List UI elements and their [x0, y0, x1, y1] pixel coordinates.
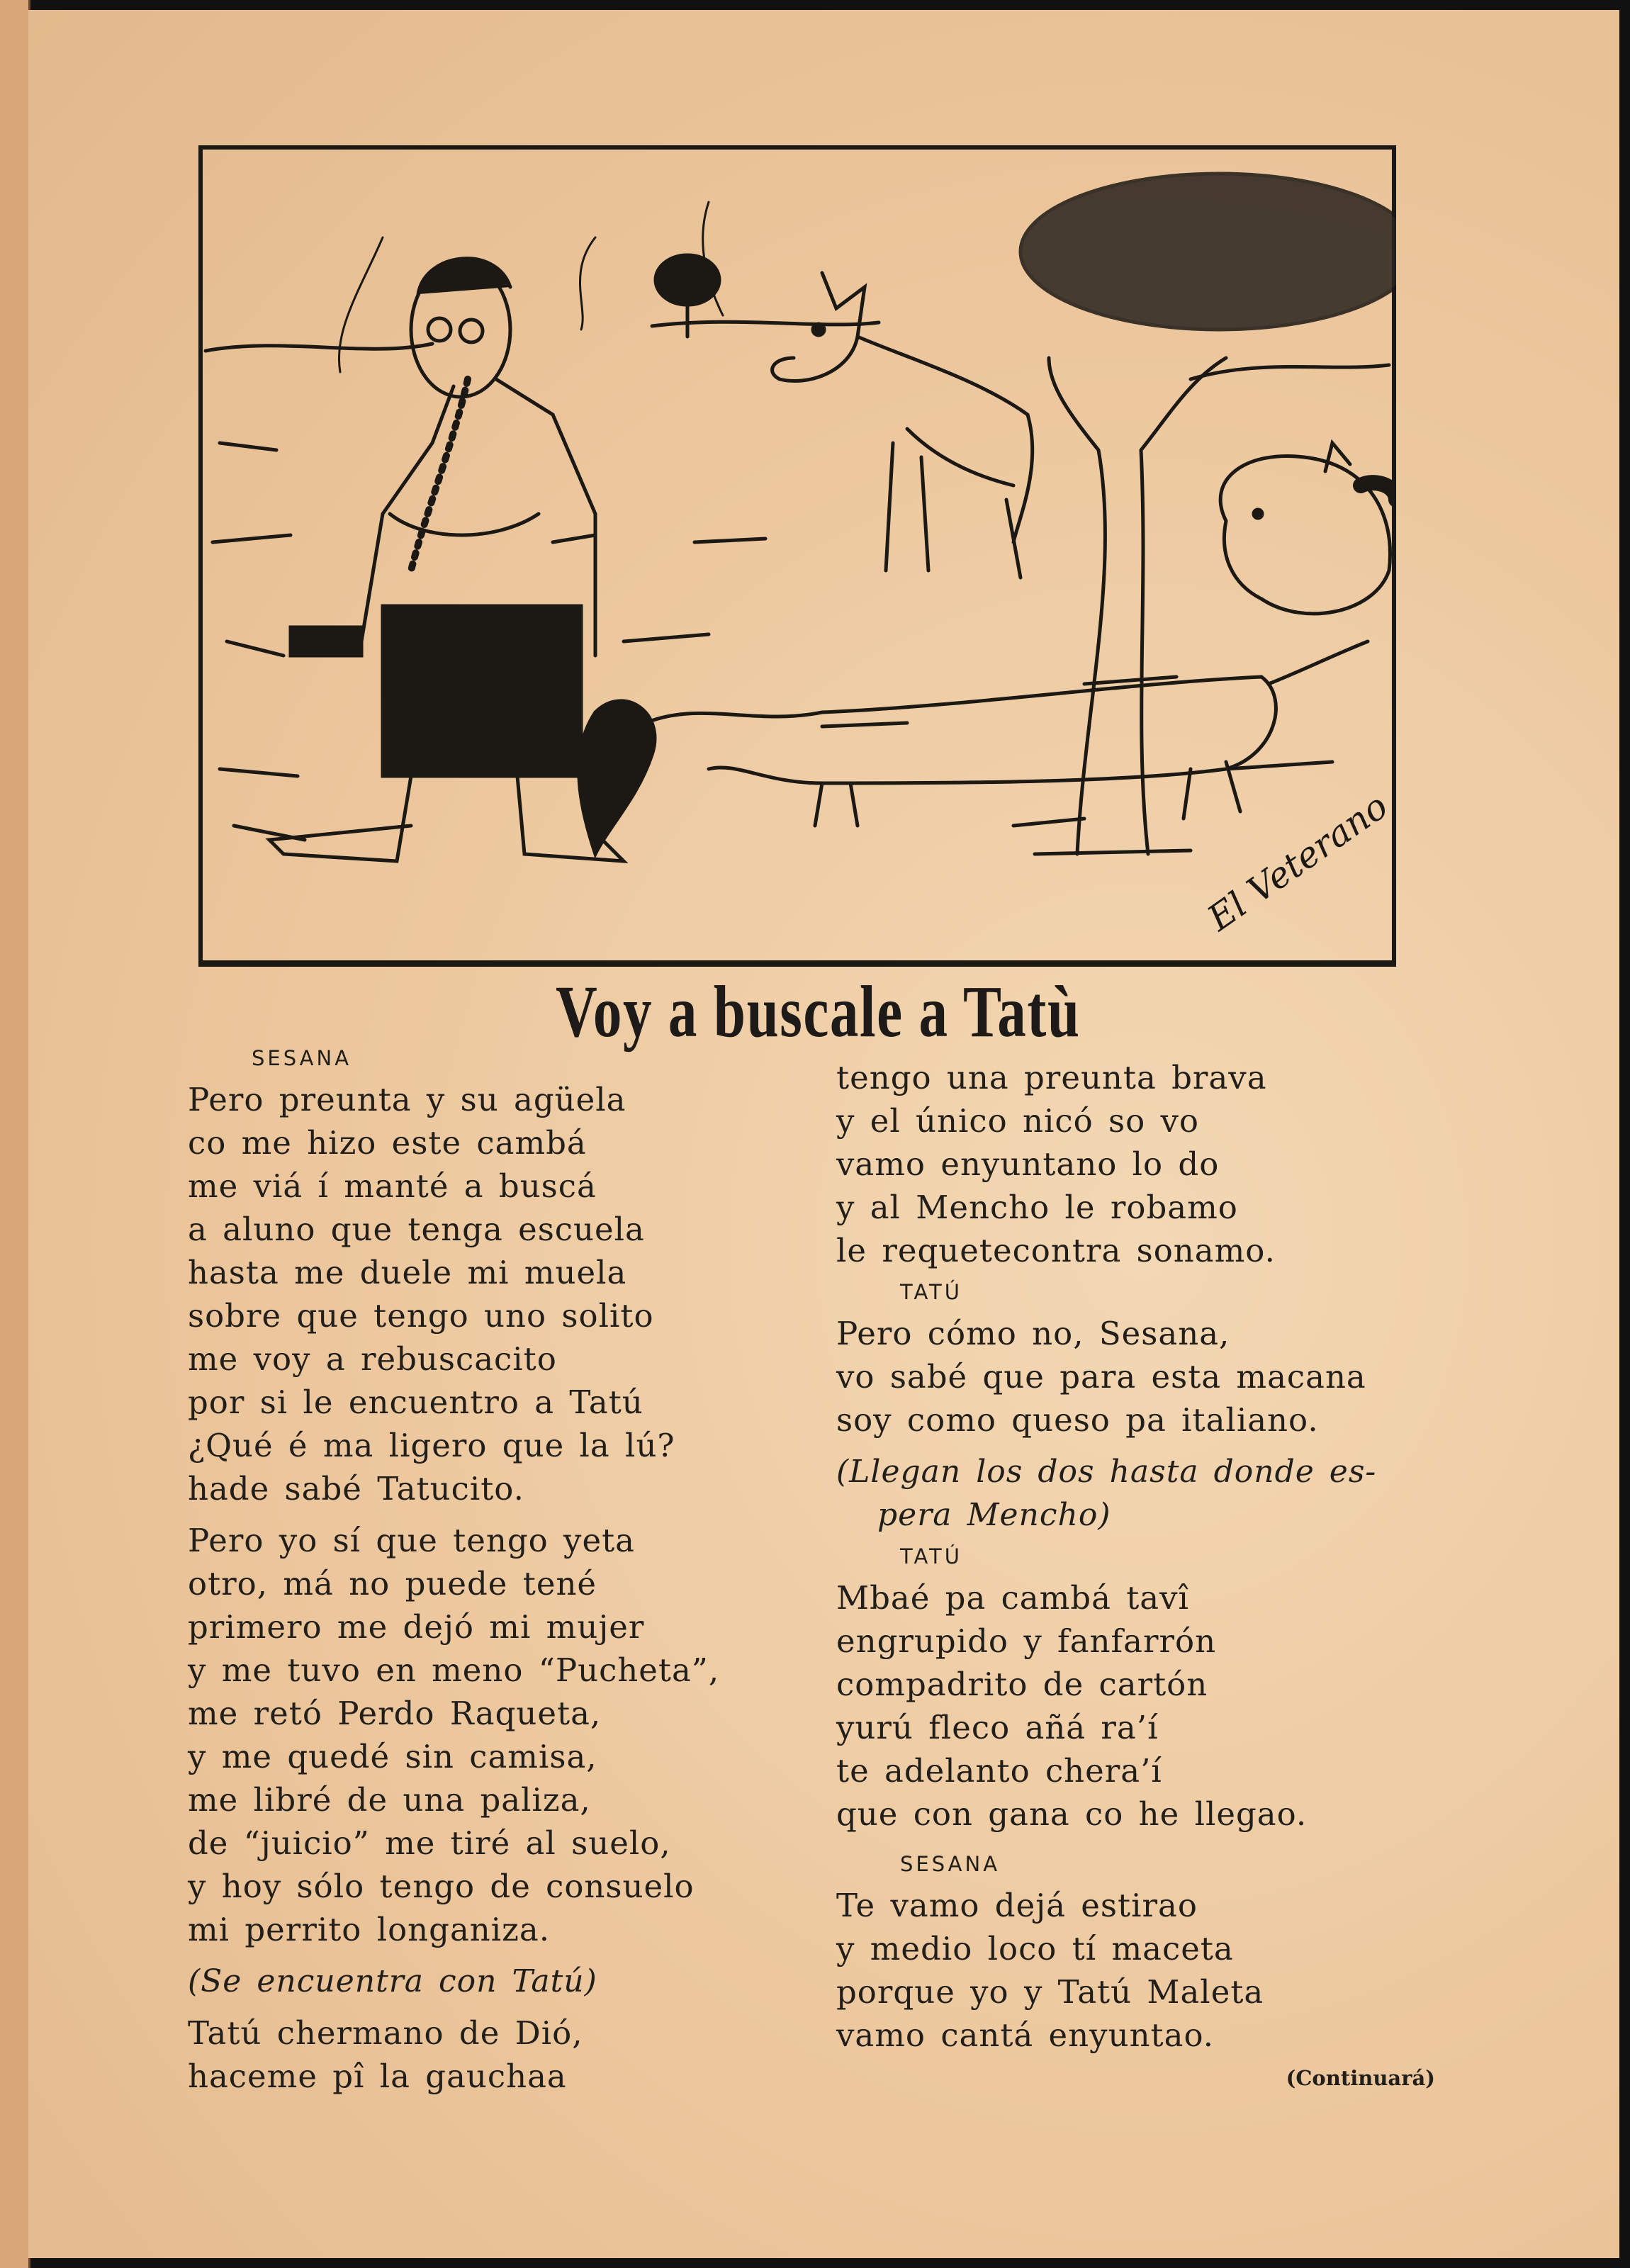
- stage-direction: (Llegan los dos hasta donde es-: [836, 1454, 1377, 1490]
- verse-line: soy como queso pa italiano.: [836, 1401, 1319, 1439]
- verse-line: hade sabé Tatucito.: [188, 1470, 524, 1508]
- verse-line: sobre que tengo uno solito: [188, 1297, 654, 1335]
- left-column: [188, 1038, 811, 2098]
- verse-line: y el único nicó so vo: [836, 1102, 1199, 1140]
- verse-line: por si le encuentro a Tatú: [188, 1383, 643, 1421]
- verse-line: Mbaé pa cambá tavî: [836, 1579, 1189, 1617]
- verse-line: hasta me duele mi muela: [188, 1254, 627, 1291]
- verse-line: co me hizo este cambá: [188, 1124, 587, 1162]
- verse-line: que con gana co he llegao.: [836, 1795, 1308, 1833]
- verse-line: yurú fleco añá ra’í: [836, 1709, 1159, 1746]
- verse-line: te adelanto chera’í: [836, 1752, 1162, 1790]
- speaker-name: TATÚ: [900, 1280, 962, 1304]
- ground-strokes: [213, 443, 1332, 840]
- cartoon-illustration: [198, 145, 1396, 967]
- page-title: Voy a buscale a Tatù: [556, 971, 1081, 1052]
- verse-line: primero me dejó mi mujer: [188, 1608, 645, 1646]
- stage-direction: pera Mencho): [877, 1497, 1111, 1533]
- large-tree-icon: [1021, 174, 1396, 854]
- verse-line: me voy a rebuscacito: [188, 1340, 557, 1378]
- verse-line: y me quedé sin camisa,: [188, 1738, 597, 1775]
- verse-line: engrupido y fanfarrón: [836, 1622, 1217, 1660]
- verse-line: Tatú chermano de Dió,: [188, 2014, 583, 2052]
- verse-line: me viá í manté a buscá: [188, 1167, 597, 1205]
- stage-direction: (Se encuentra con Tatú): [188, 1963, 597, 1999]
- verse-line: de “juicio” me tiré al suelo,: [188, 1824, 671, 1862]
- speaker-name: SESANA: [252, 1046, 352, 1070]
- verse-line: porque yo y Tatú Maleta: [836, 1973, 1264, 2011]
- verse-line: y me tuvo en meno “Pucheta”,: [188, 1651, 720, 1689]
- verse-line: vamo enyuntano lo do: [836, 1145, 1220, 1183]
- verse-line: y medio loco tí maceta: [836, 1930, 1234, 1967]
- adjacent-page-edge: [0, 0, 30, 2268]
- speaker-name: SESANA: [900, 1852, 1001, 1876]
- dachshund-icon: [579, 641, 1368, 854]
- verse-line: mi perrito longaniza.: [188, 1911, 551, 1948]
- verse-line: a aluno que tenga escuela: [188, 1211, 645, 1248]
- verse-line: ¿Qué é ma ligero que la lú?: [188, 1427, 675, 1464]
- verse-line: vo sabé que para esta macana: [836, 1358, 1366, 1396]
- verse-line: me retó Perdo Raqueta,: [188, 1695, 602, 1732]
- artist-signature: El Veterano: [1200, 785, 1395, 939]
- donkey-icon: [772, 273, 1033, 578]
- verse-line: y hoy sólo tengo de consuelo: [188, 1868, 695, 1905]
- verse-line: y al Mencho le robamo: [836, 1189, 1238, 1226]
- verse-line: Pero preunta y su agüela: [188, 1081, 626, 1118]
- speaker-name: TATÚ: [900, 1544, 962, 1568]
- verse-line: vamo cantá enyuntao.: [836, 2016, 1215, 2054]
- verse-line: compadrito de cartón: [836, 1666, 1208, 1703]
- pig-icon: [1220, 443, 1396, 614]
- verse-line: tengo una preunta brava: [836, 1059, 1267, 1096]
- right-column: [836, 1056, 1446, 2099]
- verse-line: me libré de una paliza,: [188, 1781, 591, 1819]
- verse-line: otro, má no puede tené: [188, 1565, 597, 1602]
- verse-line: Pero yo sí que tengo yeta: [188, 1522, 635, 1559]
- verse-line: Te vamo dejá estirao: [836, 1887, 1198, 1924]
- verse-line: Pero cómo no, Sesana,: [836, 1315, 1230, 1352]
- continued-note: (Continuará): [1286, 2066, 1435, 2090]
- verse-line: haceme pî la gauchaa: [188, 2058, 567, 2095]
- verse-line: le requetecontra sonamo.: [836, 1232, 1276, 1269]
